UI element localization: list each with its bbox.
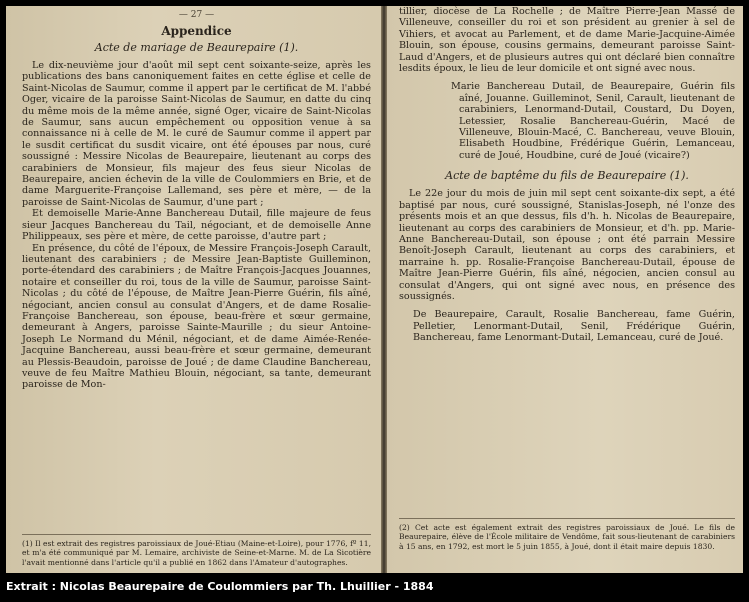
marriage-paragraph: Le dix-neuvième jour d'août mil sept cent soixante-seize, après les publications des bans canoniquement faites en cette église et celle de Saint-Nicolas de Saumur, comme il appert par le certificat de M. l'abbé Oger, vicaire de la paroisse Saint-Nicolas de Saumur, en datte du cinq du même mois de la même année, signé Oger, vicaire de Saint-Nicolas de Saumur, sans aucun empêchement ou opposition venue à sa connaissance ni à celle de M. le curé de Saumur comme il appert par le susdit certificat du susdit vicaire, ont été épouses par nous, curé soussigné : Messire Nicolas de Beaurepaire, lieutenant au corps des carabiniers de Monsieur, fils majeur des feus sieur Nicolas de Beaurepaire, ancien échevin de la ville de Coulommiers en Brie, et de dame Marguerite-Françoise Lallemand, ses père et mère, — de la paroisse de Saint-Nicolas de Saumur, d'une part ; (22, 60, 371, 208)
baptism-act-title: Acte de baptême du fils de Beaurepaire (1). (445, 169, 689, 183)
page-number: — 27 — (178, 10, 215, 20)
marriage-paragraph-continued: tillier, diocèse de La Rochelle ; de Maître Pierre-Jean Massé de Villeneuve, conseiller du roi et son président au grenier à sel de Vihiers, et avocat au Parlement, et de dame Marie-Jacquine-Aimée Blouin, son épouse, cousins germains, demeurant paroisse Saint-Laud d'Angers, et de plusieurs autres qui ont déclaré bien connaître lesdits époux, le lieu de leur domicile et ont signé avec nous. (399, 6, 735, 75)
marriage-act-title: Acte de mariage de Beaurepaire (1). (94, 41, 299, 54)
image-caption: Extrait : Nicolas Beaurepaire de Coulommiers par Th. Lhuillier - 1884 (6, 580, 434, 593)
marriage-signatures: Marie Banchereau Dutail, de Beaurepaire, Guérin fils aîné, Jouanne. Guilleminot, Senil, Carault, lieutenant de carabiniers, Lenormand-Dutail, Coustard, Du Doyen, Letessier, Rosalie Banchereau-Guérin, Macé de Villeneuve, Blouin-Macé, C. Banchereau, veuve Blouin, Elisabeth Houdbine, Frédérique Guérin, Lemanceau, curé de Joué, Houdbine, curé de Joué (vicaire?) (451, 81, 735, 161)
baptism-signatures: De Beaurepaire, Carault, Rosalie Banchereau, fame Guérin, Pelletier, Lenormant-Dutail, Senil, Frédérique Guérin, Banchereau, fame Lenormant-Dutail, Lemanceau, curé de Joué. (413, 309, 735, 344)
marriage-paragraph: Et demoiselle Marie-Anne Banchereau Dutail, fille majeure de feus sieur Jacques Banchereau du Tail, négociant, et de demoiselle Anne Philippeaux, ses père et mère, de cette paroisse, d'autre part ; (22, 208, 371, 243)
footnote: (2) Cet acte est également extrait des registres paroissiaux de Joué. Le fils de Beaurepaire, élève de l'École militaire de Vendôme, fait sous-lieutenant de carabiniers à 15 ans, en 1792, est mort le 5 juin 1855, à Joué, dont il était maire depuis 1830. (399, 518, 735, 551)
left-page (6, 6, 381, 573)
right-page (387, 6, 743, 573)
baptism-paragraph: Le 22e jour du mois de juin mil sept cent soixante-dix sept, a été baptisé par nous, curé soussigné, Stanislas-Joseph, né l'onze des présents mois et an que dessus, fils d'h. h. Nicolas de Beaurepaire, lieutenant au corps des carabiniers de Monsieur, et d'h. pp. Marie-Anne Banchereau-Dutail, son épouse ; ont été parrain Messire Benoît-Joseph Carault, lieutenant au corps des carabiniers, et marraine h. pp. Rosalie-Françoise Banchereau-Dutail, épouse de Maître Jean-Pierre Guérin, fils aîné, négocien, ancien consul au consulat d'Angers, qui ont signé avec nous, en présence des soussignés. (399, 188, 735, 302)
appendix-heading: Appendice (161, 24, 232, 38)
footnote: (1) Il est extrait des registres paroissiaux de Joué-Etiau (Maine-et-Loire), pour 1776, fº 11, et m'a été communiqué par M. Lemaire, archiviste de Seine-et-Marne. M. de La Sicotière l'avait mentionné dans l'article qu'il a publié en 1862 dans l'Amateur d'autographes. (22, 534, 371, 567)
marriage-paragraph: En présence, du côté de l'époux, de Messire François-Joseph Carault, lieutenant des carabiniers ; de Messire Jean-Baptiste Guilleminon, porte-étendard des carabiniers ; de Maître François-Jacques Jouannes, notaire et conseiller du roi, tous de la ville de Saumur, paroisse Saint-Nicolas ; du côté de l'épouse, de Maître Jean-Pierre Guérin, fils aîné, négociant, ancien consul au consulat d'Angers, et de dame Rosalie-Françoise Banchereau, son épouse, beau-frère et sœur germaine, demeurant à Angers, paroisse Sainte-Maurille ; du sieur Antoine-Joseph Le Normand du Ménil, négociant, et de dame Aimée-Renée-Jacquine Banchereau, aussi beau-frère et sœur germaine, demeurant au Plessis-Beaudoin, paroisse de Joué ; de dame Claudine Banchereau, veuve de feu Maître Mathieu Blouin, négociant, sa tante, demeurant paroisse de Mon- (22, 242, 371, 391)
